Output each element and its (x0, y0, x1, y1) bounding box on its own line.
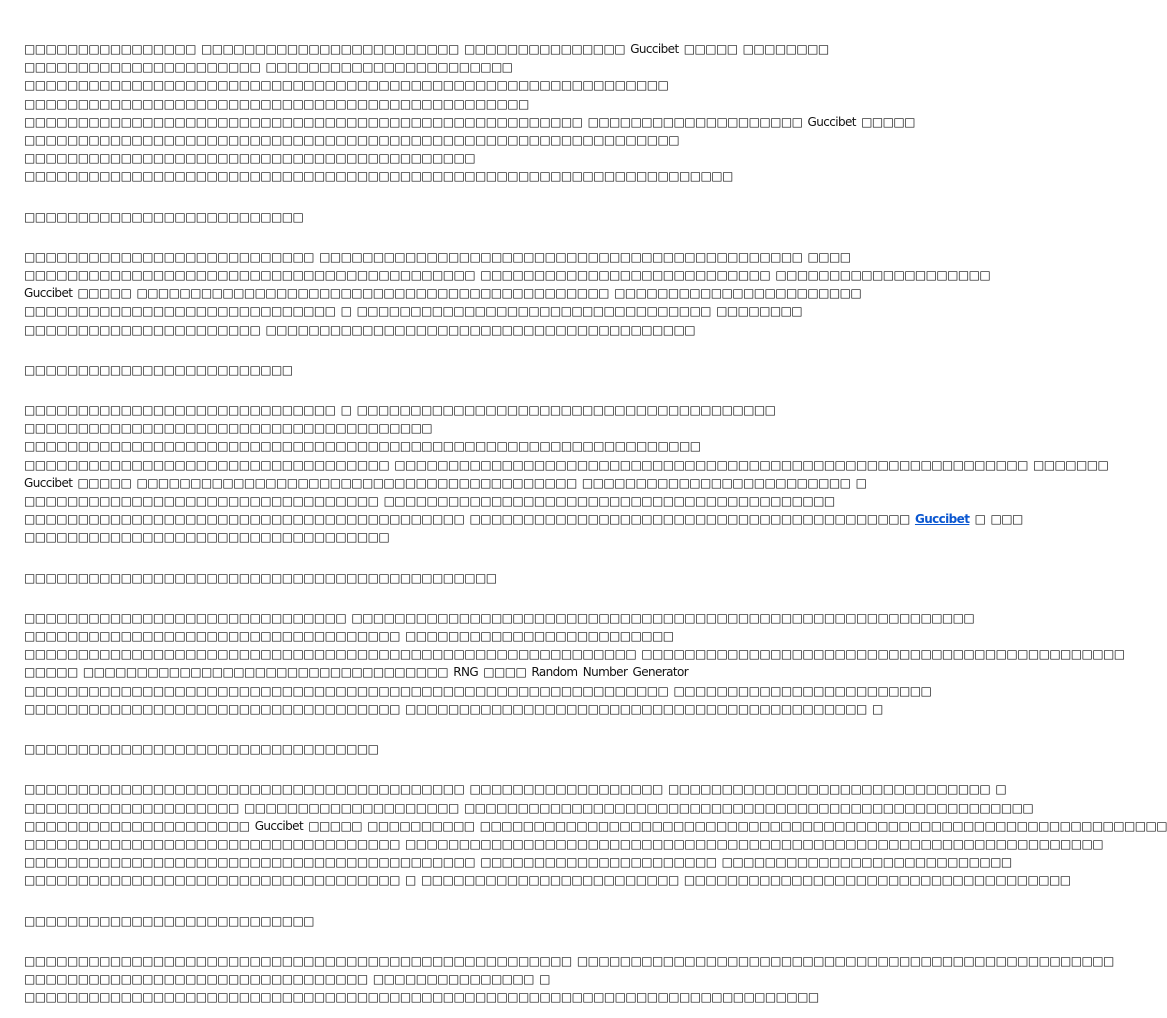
text-line: □□□□□□□□□□□□□□□□□□□□□□ □□□□□□□□□□□□□□□□□□□□□□□□□□□□□□□□□□□□□□□□ (24, 322, 695, 337)
text-line: □□□□□□□□□□□□□□□□□□□□□□□□□□□□□□□□□□□□□□□□□ □□□□□□□□□□□□□□□□□□ □□□□□□□□□□□□□□□□□□□□□□□□□□□□□□ □ (24, 782, 1007, 797)
text-line: □□□□□□□□□□□□□□□□□□□□□□□□□□□□□□□□□□ (24, 530, 390, 545)
section-paragraph (24, 401, 1109, 547)
text-line: □□□□□□□□□□□□□□□□□□□□□□□□□□□ □□□□□□□□□□□□□□□□□□□□□□□□□□□□□□□□□□□□□□□□□□□□□ □□□□ (24, 249, 851, 264)
section-paragraph (24, 248, 991, 339)
text-line: □□□□□□□□□□□□□□□□□□□□□□□□□□□□□□□□ □□□□□□□□□□□□□□□ □ (24, 971, 550, 986)
text-line: □□□□□□□□□□□□□□□□□□□□□□□□□□□□□□□□□□□□□□ (24, 421, 433, 436)
text-line: □□□□□□□□□□□□□□□□□□□□□□□□□□□□□□□□□□□□□□□□□□ □□□□□□□□□□□□□□□□□□□□□□□□□□□ □□□□□□□□□□□□□□□□□□□□ (24, 268, 991, 283)
text-line: □□□□□□□□□□□□□□□□□□□□□□□□□□□□□□□□□□□□□□□□□□□□□□□□□□□□ □□□□□□□□□□□□□□□□□□□□ Guccibet □□□□□ (24, 114, 915, 129)
text-line: □□□□□□□□□□□□□□□□□□□□□□□□□□□□□□□□□□□□□□□□□□□□□□□□□□□□□□□□□□□□□ (24, 133, 680, 148)
text-line: □□□□□□□□□□□□□□□□□□□□□□□□□□□□□□□□□ □□□□□□□□□□□□□□□□□□□□□□□□□□□□□□□□□□□□□□□□□□ (24, 494, 835, 509)
section-heading: □□□□□□□□□□□□□□□□□□□□□□□□□□□□□□□□□ (24, 742, 379, 757)
text-line: Guccibet □□□□□ □□□□□□□□□□□□□□□□□□□□□□□□□□□□□□□□□□□□□□□□□ □□□□□□□□□□□□□□□□□□□□□□□□□ □ (24, 475, 867, 490)
section-paragraph (24, 952, 1114, 1007)
text-line: □□□□□□□□□□□□□□□□□□□□□□□□□□□□□□□□□□ □□□□□□□□□□□□□□□□□□□□□□□□□□□□□□□□□□□□□□□□□□□□□□□□□□□□□□□□□□□ □□□□□□□ (24, 457, 1109, 472)
text-line: □□□□□□□□□□□□□□□□□□□□□□□□□□□□□□□□□□□□□□□□□□□□□□□ (24, 96, 529, 111)
intro-paragraph (24, 40, 915, 186)
text-line: □□□□□□□□□□□□□□□□□□□□□□□□□□□□□□□□□□□ □ □□□□□□□□□□□□□□□□□□□□□□□□ □□□□□□□□□□□□□□□□□□□□□□□□□□□□□□□□□□□□ (24, 873, 1071, 888)
text-line: Guccibet □□□□□ □□□□□□□□□□□□□□□□□□□□□□□□□□□□□□□□□□□□□□□□□□□□ □□□□□□□□□□□□□□□□□□□□□□□ (24, 286, 862, 301)
text-line: □□□□□□□□□□□□□□□□□□□□□□□□□□□□□□□□□□□□□□□□□□ (24, 151, 475, 166)
text-line: □□□□□□□□□□□□□□□□□□□□□□□□□□□□□□□□□□□□□□□□□□□□□□□□□□□□□□□□□□□□ □□□□□□□□□□□□□□□□□□□□□□□□ (24, 683, 932, 698)
text-line: □□□□□□□□□□□□□□□□□□□□□□□□□□□□□□□□□□□□□□□□□□□□□□□□□□□□□□□□□□□□□□□□□□ (24, 169, 733, 184)
text-line: □□□□□□□□□□□□□□□□□□□□□□□□□□□□□□□□□□□□□□□□□□□□□□□□□□□□□□□□□ □□□□□□□□□□□□□□□□□□□□□□□□□□□□□□□□□□□□□□□□□□□□□ (24, 647, 1125, 662)
text-line: □□□□□□□□□□□□□□□□ □□□□□□□□□□□□□□□□□□□□□□□□ □□□□□□□□□□□□□□□ Guccibet □□□□□ □□□□□□□□ (24, 42, 829, 56)
section-heading: □□□□□□□□□□□□□□□□□□□□□□□□□□ (24, 209, 304, 224)
text-line: □□□□□□□□□□□□□□□□□□□□□□□□□□□□□□□□□□□ □□□□□□□□□□□□□□□□□□□□□□□□□□□□□□□□□□□□□□□□□□□□□□□□□□□□□□□□□□□□□□□□□ (24, 836, 1104, 851)
text-line: □□□□□ □□□□□□□□□□□□□□□□□□□□□□□□□□□□□□□□□□ RNG □□□□ Random Number Generator (24, 665, 689, 680)
text-line: □□□□□□□□□□□□□□□□□□□□ □□□□□□□□□□□□□□□□□□□□ □□□□□□□□□□□□□□□□□□□□□□□□□□□□□□□□□□□□□□□□□□□□□□□□□□□□□ (24, 800, 1034, 815)
text-line: □□□□□□□□□□□□□□□□□□□□□□□□□□□□□□□□□□□□□□□□□□□□□□□□□□□ □□□□□□□□□□□□□□□□□□□□□□□□□□□□□□□□□□□□□□□□□□□□□□□□□□ (24, 953, 1114, 968)
section-heading: □□□□□□□□□□□□□□□□□□□□□□□□□□□□□□□□□□□□□□□□□□□□ (24, 570, 497, 585)
text-line: □□□□□□□□□□□□□□□□□□□□□□□□□□□□□□□□□□□□□□□□□□□□□□□□□□□□□□□□□□□□ (24, 78, 669, 93)
section-paragraph (24, 780, 1167, 889)
text-line: □□□□□□□□□□□□□□□□□□□□□□□□□□□□□ □ □□□□□□□□□□□□□□□□□□□□□□□□□□□□□□□□□□□□□□□ (24, 403, 776, 418)
text-segment: □□□□□□□□□□□□□□□□□□□□□□□□□□□□□□□□□□□□□□□□□ □□□□□□□□□□□□□□□□□□□□□□□□□□□□□□□□□□□□□□□□□ (24, 512, 910, 527)
guccibet-link[interactable]: Guccibet (914, 512, 970, 527)
text-line: □□□□□□□□□□□□□□□□□□□□□□□□□□□□□□□□□□□□□□□□□□□□□□□□□□□□□□□□□□□□□□□□□□□□□□□□□□ (24, 990, 819, 1005)
text-line: □□□□□□□□□□□□□□□□□□□□□□□□□□□□□□ □□□□□□□□□□□□□□□□□□□□□□□□□□□□□□□□□□□□□□□□□□□□□□□□□□□□□□□□□□ (24, 610, 975, 625)
text-line-with-link (24, 510, 1023, 528)
text-line: □□□□□□□□□□□□□□□□□□□□□□□□□□□□□□□□□□□□□□□□□□□□□□□□□□□□□□□□□□□□□□□ (24, 439, 701, 454)
text-line: □□□□□□□□□□□□□□□□□□□□□□ □□□□□□□□□□□□□□□□□□□□□□□ (24, 60, 513, 75)
section-heading: □□□□□□□□□□□□□□□□□□□□□□□□□□□ (24, 913, 314, 928)
section-heading: □□□□□□□□□□□□□□□□□□□□□□□□□ (24, 362, 293, 377)
text-line: □□□□□□□□□□□□□□□□□□□□□ Guccibet □□□□□ □□□□□□□□□□ □□□□□□□□□□□□□□□□□□□□□□□□□□□□□□□□□□□□□□□□□□□□□□□□□□□□□□□□□□□□□□□□ (24, 818, 1167, 833)
section-paragraph (24, 609, 1125, 718)
text-line: □□□□□□□□□□□□□□□□□□□□□□□□□□□□□□□□□□□ □□□□□□□□□□□□□□□□□□□□□□□□□ (24, 629, 674, 644)
text-line: □□□□□□□□□□□□□□□□□□□□□□□□□□□□□□□□□□□ □□□□□□□□□□□□□□□□□□□□□□□□□□□□□□□□□□□□□□□□□□□ □ (24, 701, 883, 716)
text-segment: □ □□□ (969, 512, 1023, 527)
text-line: □□□□□□□□□□□□□□□□□□□□□□□□□□□□□ □ □□□□□□□□□□□□□□□□□□□□□□□□□□□□□□□□□ □□□□□□□□ (24, 304, 803, 319)
text-line: □□□□□□□□□□□□□□□□□□□□□□□□□□□□□□□□□□□□□□□□□□ □□□□□□□□□□□□□□□□□□□□□□ □□□□□□□□□□□□□□□□□□□□□□□□□□□ (24, 855, 1012, 870)
